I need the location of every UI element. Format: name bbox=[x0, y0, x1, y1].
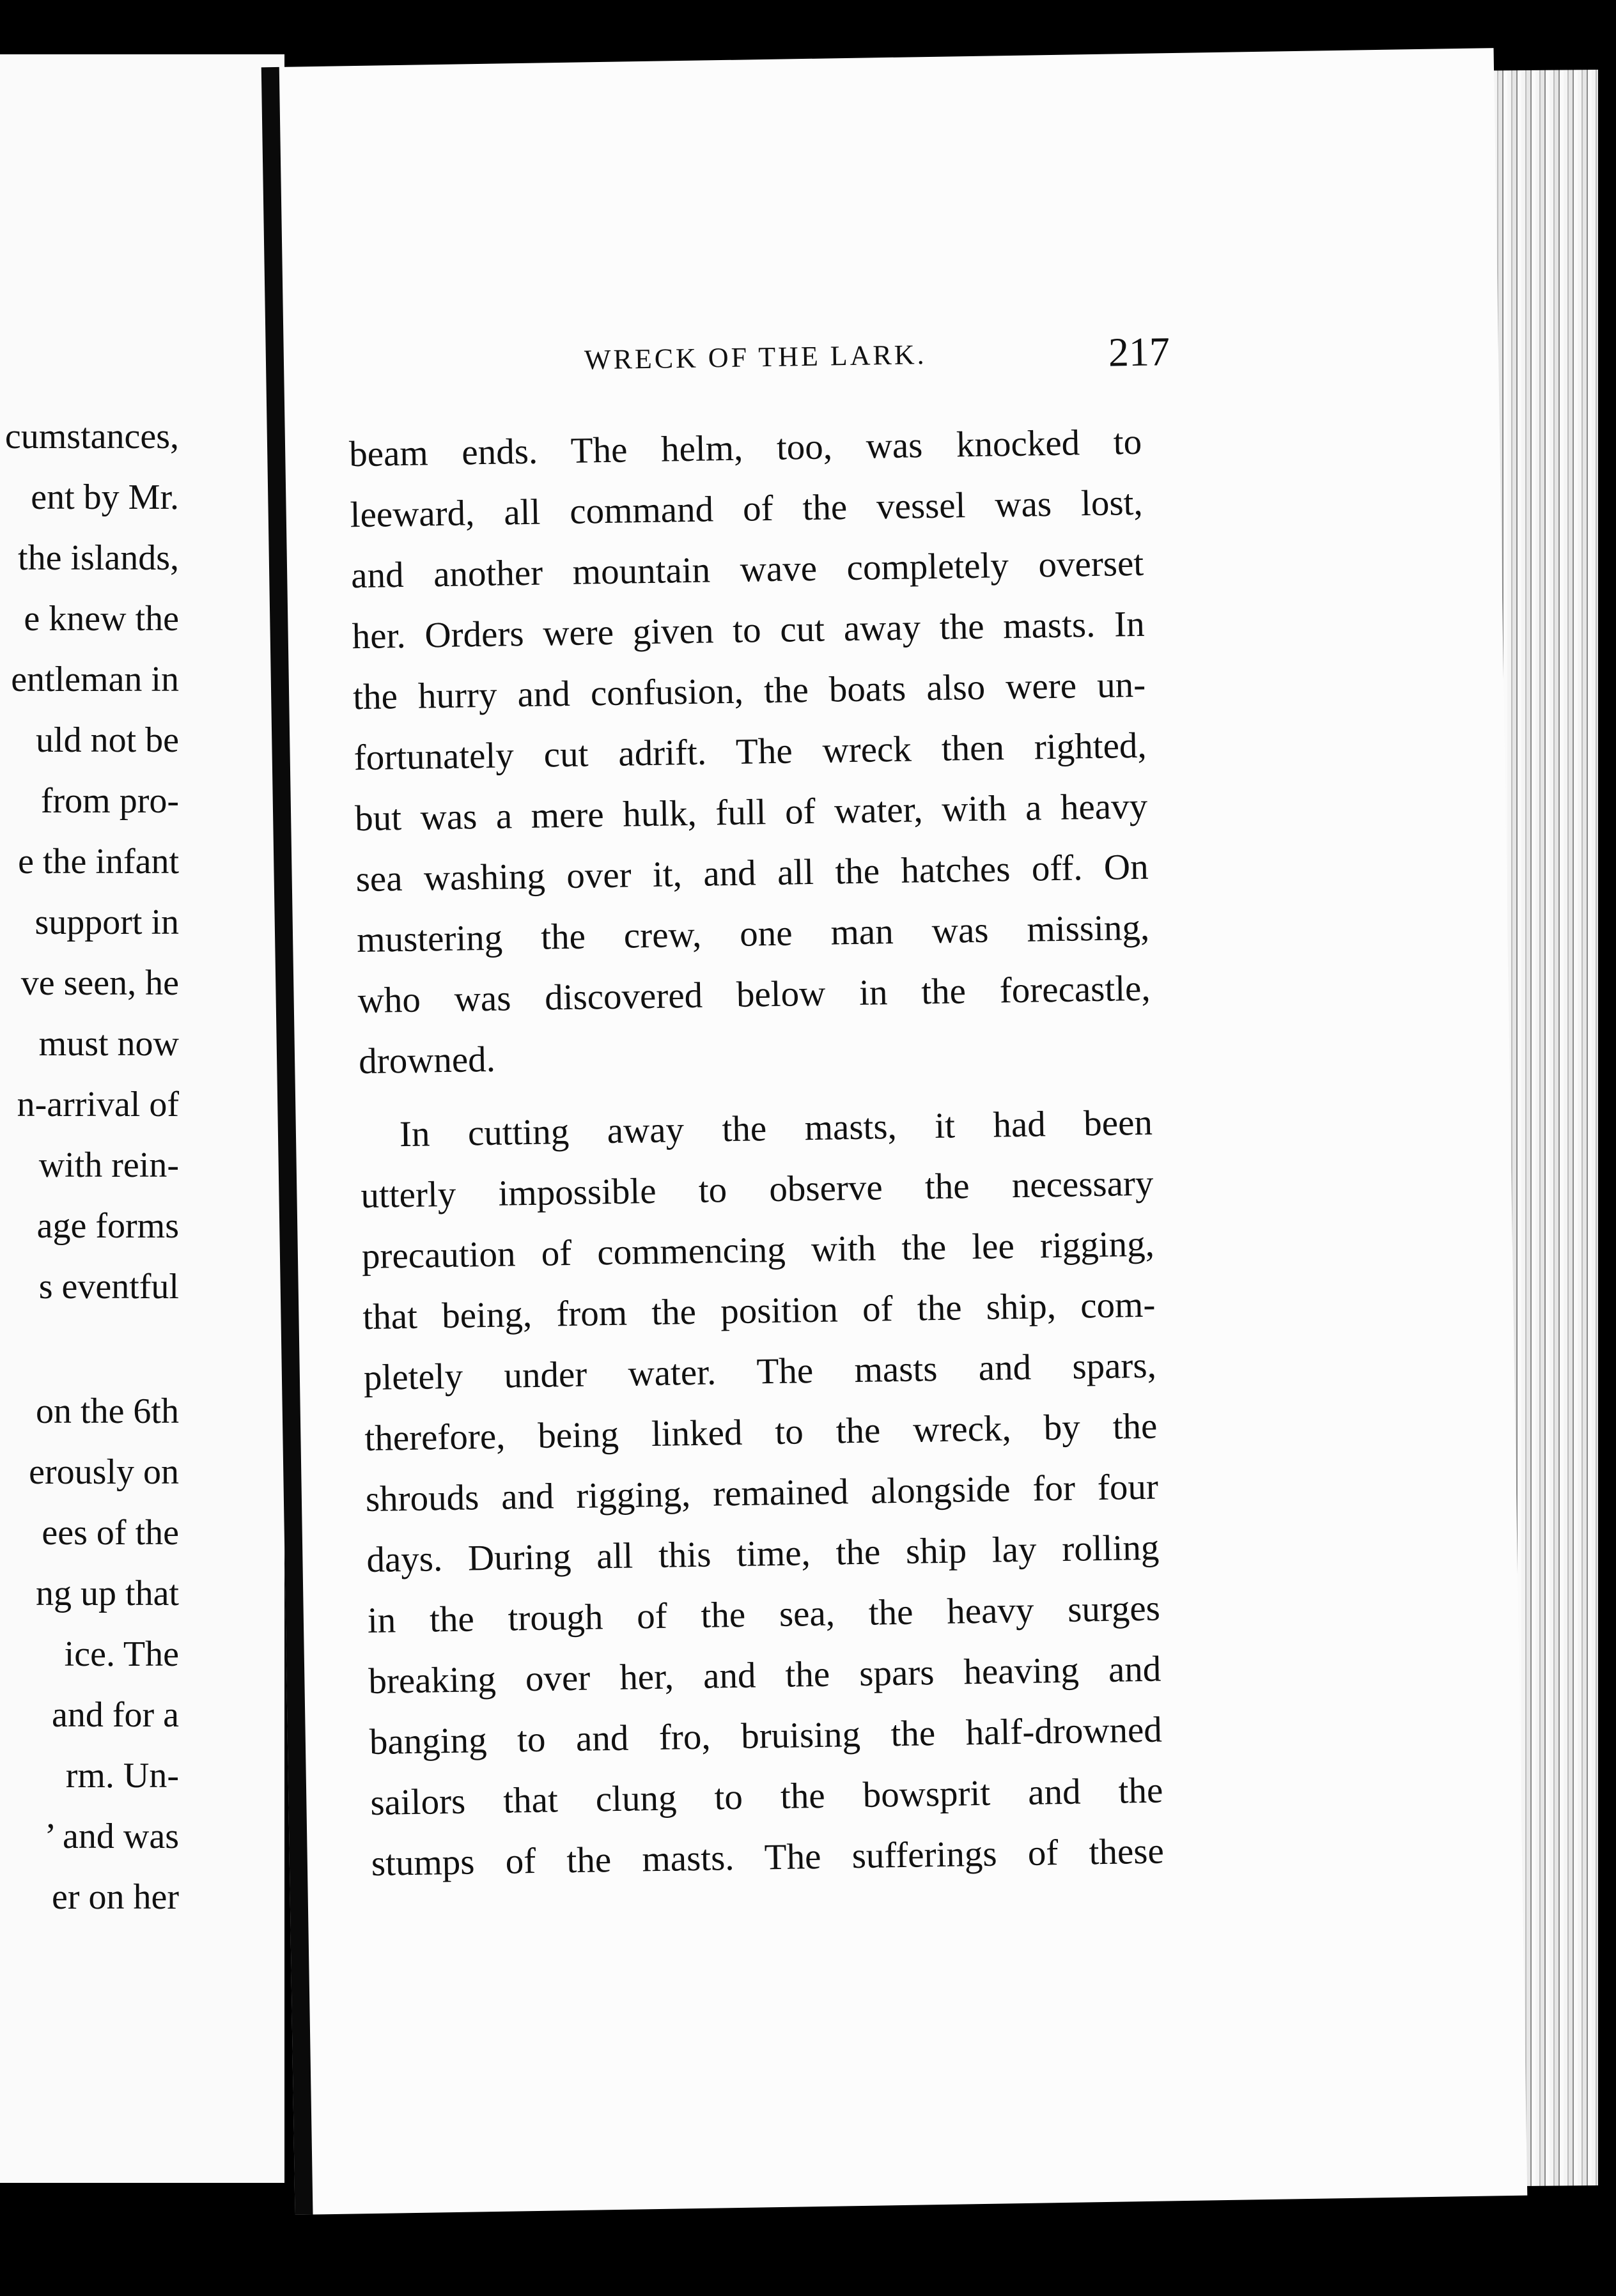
body-text bbox=[349, 412, 1165, 1894]
text-line: sea washing over it, and all the hatches off. On bbox=[355, 846, 1149, 900]
right-page bbox=[261, 48, 1528, 2215]
left-line: the islands, bbox=[18, 538, 179, 578]
left-line: e the infant bbox=[18, 842, 179, 881]
text-line: her. Orders were given to cut away the masts. In bbox=[352, 603, 1146, 657]
text-line: beam ends. The helm, too, was knocked to bbox=[348, 421, 1142, 475]
left-line: on the 6th bbox=[36, 1392, 179, 1431]
running-head: WRECK OF THE LARK. bbox=[584, 339, 927, 376]
text-line: pletely under water. The masts and spars, bbox=[363, 1345, 1157, 1399]
text-line: shrouds and rigging, remained alongside for four bbox=[365, 1466, 1159, 1520]
left-line: must now bbox=[38, 1024, 179, 1064]
left-line: cumstances, bbox=[4, 417, 179, 456]
text-line: precaution of commencing with the lee rigging, bbox=[361, 1223, 1155, 1277]
text-line: in the trough of the sea, the heavy surges bbox=[367, 1588, 1161, 1641]
left-line: entleman in bbox=[11, 660, 179, 699]
left-line: with rein- bbox=[38, 1145, 179, 1185]
left-line: and for a bbox=[51, 1695, 179, 1735]
text-line: banging to and fro, bruising the half-drowned bbox=[369, 1709, 1163, 1763]
text-line: therefore, being linked to the wreck, by the bbox=[364, 1406, 1158, 1459]
text-line: In cutting away the masts, it had been bbox=[399, 1102, 1153, 1155]
text-line: but was a mere hulk, full of water, with a heavy bbox=[354, 786, 1148, 839]
text-line: drowned. bbox=[358, 1039, 496, 1082]
text-line: and another mountain wave completely overset bbox=[350, 543, 1144, 596]
left-line: ees of the bbox=[42, 1513, 179, 1553]
text-line: stumps of the masts. The sufferings of these bbox=[371, 1831, 1165, 1884]
left-line: ng up that bbox=[36, 1574, 179, 1613]
text-line: days. During all this time, the ship lay rolling bbox=[366, 1527, 1160, 1581]
left-line: erously on bbox=[29, 1452, 179, 1492]
text-line: fortunately cut adrift. The wreck then righted, bbox=[354, 725, 1147, 779]
text-line: the hurry and confusion, the boats also were un- bbox=[352, 664, 1146, 718]
text-line: sailors that clung to the bowsprit and the bbox=[369, 1770, 1163, 1823]
left-line: support in bbox=[35, 903, 179, 942]
left-line: age forms bbox=[36, 1206, 179, 1246]
text-line: breaking over her, and the spars heaving and bbox=[368, 1648, 1162, 1702]
left-page bbox=[0, 54, 284, 2183]
left-line: s eventful bbox=[38, 1267, 179, 1307]
left-line: n-arrival of bbox=[17, 1085, 179, 1124]
left-line: e knew the bbox=[24, 599, 179, 639]
left-line: from pro- bbox=[40, 781, 179, 821]
left-line: ent by Mr. bbox=[31, 477, 179, 517]
page-number: 217 bbox=[1108, 329, 1170, 375]
left-line: ve seen, he bbox=[20, 963, 179, 1003]
left-line: ice. The bbox=[64, 1634, 179, 1674]
text-line: mustering the crew, one man was missing, bbox=[356, 907, 1150, 961]
left-line: ’ and was bbox=[44, 1817, 179, 1856]
text-line: that being, from the position of the ship, com- bbox=[362, 1284, 1156, 1338]
left-line: er on her bbox=[51, 1877, 179, 1917]
text-line: utterly impossible to observe the necessary bbox=[360, 1163, 1154, 1216]
text-line: leeward, all command of the vessel was lost, bbox=[350, 482, 1144, 536]
text-line: who was discovered below in the forecastle, bbox=[357, 968, 1151, 1021]
left-line: uld not be bbox=[36, 720, 179, 760]
left-line: rm. Un- bbox=[65, 1756, 179, 1796]
